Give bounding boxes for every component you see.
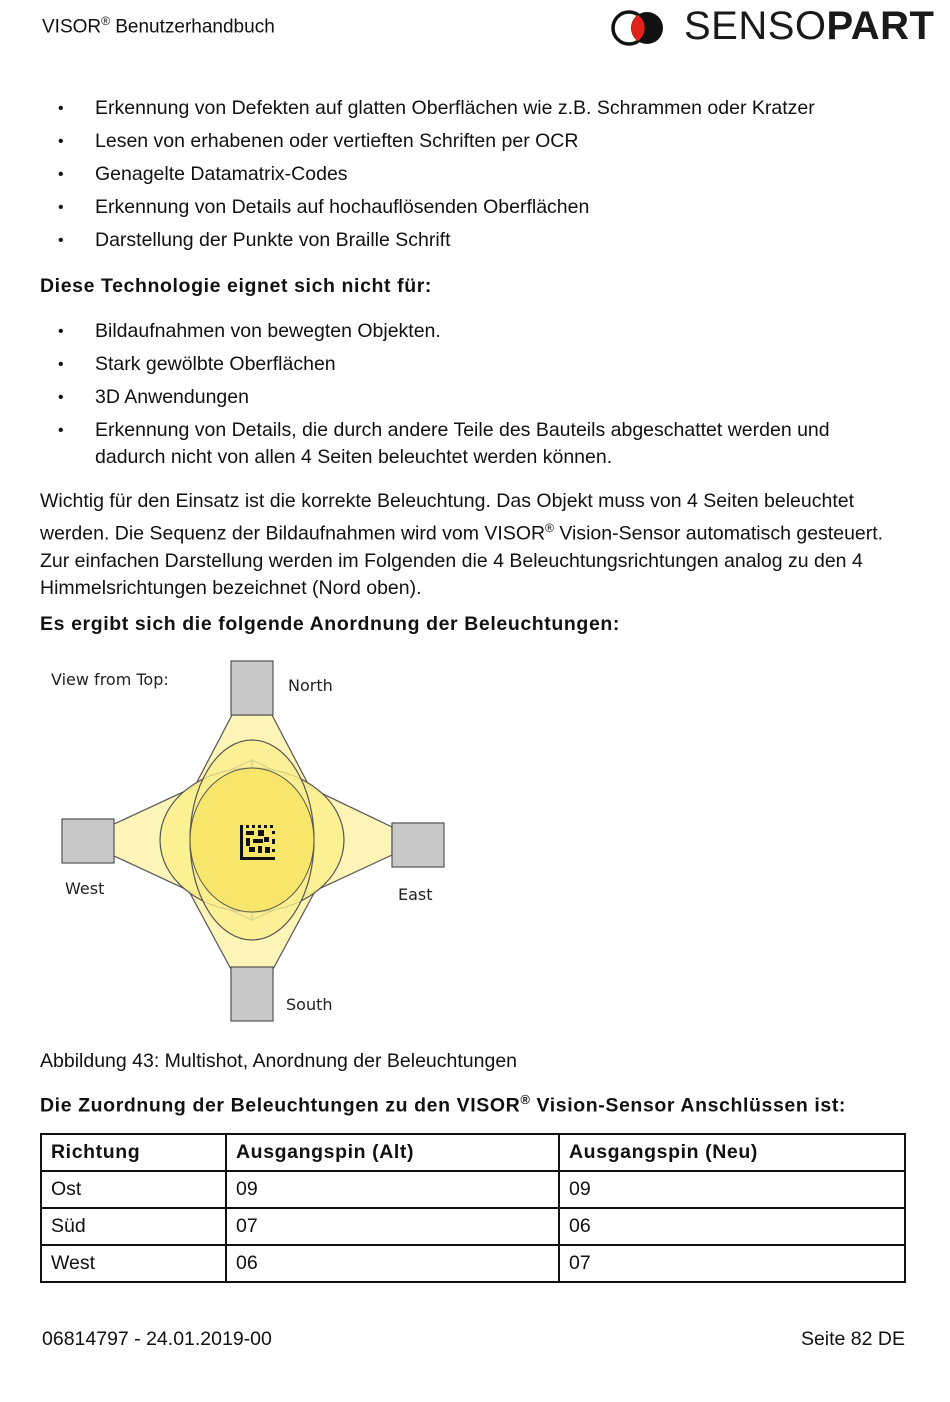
doc-title: VISOR — [42, 16, 102, 38]
logo-wordmark — [684, 4, 934, 49]
list-item: • Erkennung von Defekten auf glatten Oberflächen wie z.B. Schrammen oder Kratzer — [40, 95, 880, 122]
east-lamp — [392, 823, 444, 867]
logo-bold-text: PART — [826, 4, 935, 48]
list-item: • Erkennung von Details, die durch andere Teile des Bauteils abgeschattet werden und dadurch nicht von allen 4 Seiten beleuchtet werden können. — [40, 417, 880, 471]
column-header: Ausgangspin (Alt) — [226, 1134, 559, 1171]
table-header-row — [41, 1134, 905, 1171]
table-cell: 09 — [226, 1171, 559, 1208]
table-cell: 06 — [559, 1208, 905, 1245]
table-row — [41, 1208, 905, 1245]
sensopart-logo — [610, 4, 935, 50]
table-cell: 06 — [226, 1245, 559, 1282]
lighting-diagram — [40, 655, 480, 1025]
column-header: Ausgangspin (Neu) — [559, 1134, 905, 1171]
document-id: 06814797 - 24.01.2019-00 — [42, 1328, 272, 1350]
west-lamp — [62, 819, 114, 863]
paragraph-text-2: Vision-Sensor automatisch gesteuert. Zur einfachen Darstellung werden im Folgenden die 4 Beleuchtungsrichtungen analog zu den 4 Himmelsrichtungen bezeichnet (Nord oben). — [40, 522, 884, 599]
north-label: North — [288, 676, 333, 695]
table-row — [41, 1245, 905, 1282]
east-label: East — [398, 885, 433, 904]
list-item: • Erkennung von Details auf hochauflösenden Oberflächen — [40, 194, 880, 221]
document-header-title — [42, 14, 275, 38]
logo-circles-icon — [610, 6, 670, 50]
not-suitable-heading: Diese Technologie eignet sich nicht für: — [40, 275, 433, 297]
table-cell: 07 — [559, 1245, 905, 1282]
registered-mark: ® — [545, 521, 554, 535]
lighting-paragraph — [40, 488, 890, 602]
list-item: • Stark gewölbte Oberflächen — [40, 351, 880, 378]
doc-title-rest: Benutzerhandbuch — [109, 16, 275, 38]
column-header: Richtung — [41, 1134, 226, 1171]
table-cell: 09 — [559, 1171, 905, 1208]
list-item: • 3D Anwendungen — [40, 384, 880, 411]
not-suitable-list — [40, 318, 880, 477]
list-item: • Lesen von erhabenen oder vertieften Schriften per OCR — [40, 128, 880, 155]
arrangement-heading: Es ergibt sich die folgende Anordnung der Beleuchtungen: — [40, 613, 620, 635]
figure-caption: Abbildung 43: Multishot, Anordnung der Beleuchtungen — [40, 1050, 518, 1072]
page-number: Seite 82 DE — [800, 1328, 905, 1350]
table-cell: West — [41, 1245, 226, 1282]
paragraph-text-1: Wichtig für den Einsatz ist die korrekte Beleuchtung. Das Objekt muss von 4 Seiten beleuchtet werden. Die Sequenz der Bildaufnahmen wird vom VISOR — [40, 490, 855, 545]
lighting-arrangement-figure — [40, 655, 480, 1025]
south-label: South — [286, 995, 333, 1014]
suitable-applications-list — [40, 95, 880, 260]
view-from-top-label: View from Top: — [51, 670, 169, 689]
logo-light-text: SENSO — [684, 4, 827, 48]
table-row — [41, 1171, 905, 1208]
table-cell: Süd — [41, 1208, 226, 1245]
south-lamp — [231, 967, 273, 1021]
table-cell: Ost — [41, 1171, 226, 1208]
list-item: • Bildaufnahmen von bewegten Objekten. — [40, 318, 880, 345]
list-item: • Darstellung der Punkte von Braille Schrift — [40, 227, 880, 254]
table-cell: 07 — [226, 1208, 559, 1245]
registered-mark: ® — [520, 1092, 531, 1107]
assignment-heading-text-1: Die Zuordnung der Beleuchtungen zu den VISOR — [40, 1094, 521, 1117]
assignment-heading-text-2: Vision-Sensor Anschlüssen ist: — [530, 1094, 847, 1117]
datamatrix-code-icon — [240, 825, 275, 860]
north-lamp — [231, 661, 273, 715]
west-label: West — [65, 879, 105, 898]
pin-assignment-table — [40, 1133, 906, 1283]
list-item: • Genagelte Datamatrix-Codes — [40, 161, 880, 188]
registered-mark: ® — [101, 14, 110, 28]
assignment-heading — [40, 1092, 846, 1118]
